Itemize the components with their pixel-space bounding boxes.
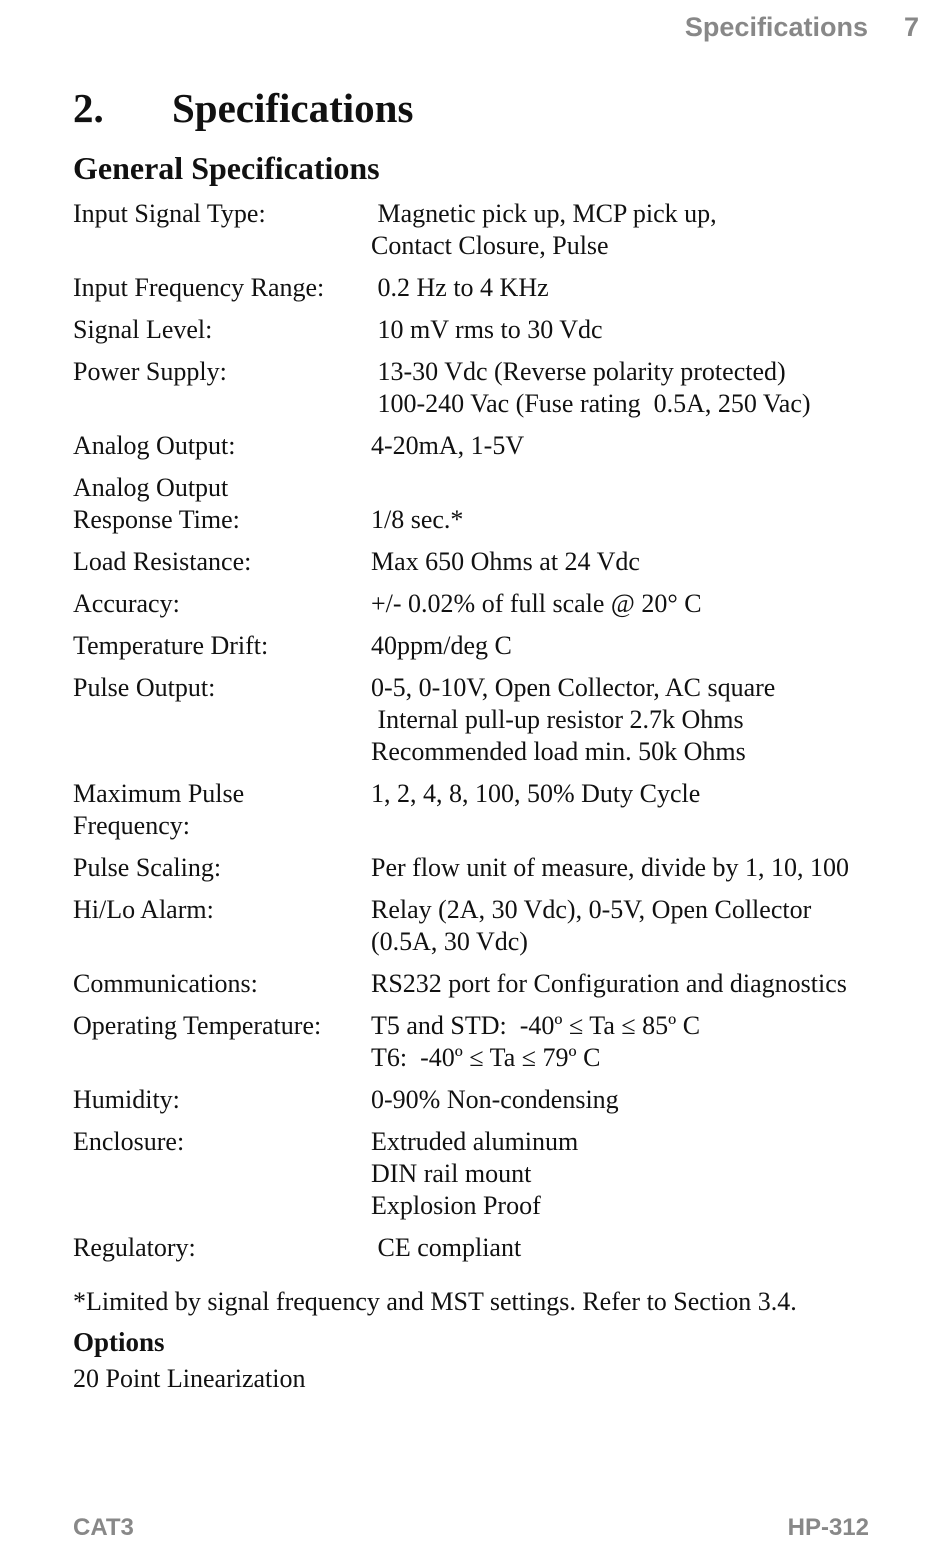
spec-label: Operating Temperature: [73, 1011, 322, 1040]
spec-row [73, 1010, 903, 1074]
spec-row [73, 472, 903, 536]
spec-label: Load Resistance: [73, 547, 252, 576]
spec-value [371, 198, 903, 262]
spec-label: Enclosure: [73, 1127, 185, 1156]
spec-row [73, 1232, 903, 1264]
spec-value-line: Magnetic pick up, MCP pick up, [371, 199, 717, 228]
spec-row [73, 356, 903, 420]
spec-value-line: 100-240 Vac (Fuse rating 0.5A, 250 Vac) [371, 389, 811, 418]
spec-row [73, 546, 903, 578]
spec-value-line: Max 650 Ohms at 24 Vdc [371, 547, 640, 576]
spec-label: Regulatory: [73, 1233, 196, 1262]
spec-value-line: Explosion Proof [371, 1191, 541, 1220]
options-heading: Options [73, 1327, 165, 1357]
general-specifications-heading: General Specifications [73, 150, 380, 186]
spec-row [73, 272, 903, 304]
spec-value [371, 778, 903, 842]
spec-value-line: Recommended load min. 50k Ohms [371, 737, 746, 766]
running-header [685, 12, 919, 43]
spec-row [73, 672, 903, 768]
spec-value [371, 356, 903, 420]
spec-row [73, 778, 903, 842]
spec-value [371, 430, 903, 462]
spec-row [73, 198, 903, 262]
spec-value-line: Internal pull-up resistor 2.7k Ohms [371, 705, 744, 734]
chapter-title [73, 84, 413, 132]
specifications-list [73, 198, 903, 1274]
spec-value-line: Extruded aluminum [371, 1127, 579, 1156]
spec-value-line: 40ppm/deg C [371, 631, 512, 660]
spec-label: Input Signal Type: [73, 199, 266, 228]
spec-label: Analog Output: [73, 431, 236, 460]
spec-label: Maximum Pulse Frequency: [73, 779, 245, 840]
spec-row [73, 894, 903, 958]
spec-value [371, 546, 903, 578]
spec-value-line: 0.2 Hz to 4 KHz [371, 273, 549, 302]
spec-value-line: T5 and STD: -40º ≤ Ta ≤ 85º C [371, 1011, 701, 1040]
chapter-title-text: Specifications [172, 85, 414, 131]
spec-row [73, 968, 903, 1000]
spec-label: Pulse Output: [73, 673, 216, 702]
spec-value-line: (0.5A, 30 Vdc) [371, 927, 528, 956]
spec-row [73, 852, 903, 884]
spec-label: Pulse Scaling: [73, 853, 222, 882]
spec-value-line: 0-5, 0-10V, Open Collector, AC square [371, 673, 776, 702]
options-item: 20 Point Linearization [73, 1364, 306, 1393]
spec-label: Accuracy: [73, 589, 180, 618]
spec-row [73, 588, 903, 620]
footer-left-text: CAT3 [73, 1514, 134, 1541]
spec-value-line [371, 472, 903, 504]
spec-label: Power Supply: [73, 357, 227, 386]
spec-value-line: 1/8 sec.* [371, 505, 464, 534]
spec-label: Humidity: [73, 1085, 180, 1114]
spec-row [73, 630, 903, 662]
spec-value [371, 1084, 903, 1116]
spec-value [371, 968, 903, 1000]
spec-value [371, 472, 903, 536]
spec-value-line: Relay (2A, 30 Vdc), 0-5V, Open Collector [371, 895, 812, 924]
spec-label: Temperature Drift: [73, 631, 269, 660]
spec-value-line: 0-90% Non-condensing [371, 1085, 619, 1114]
spec-value-line: 10 mV rms to 30 Vdc [371, 315, 603, 344]
spec-value [371, 1126, 903, 1222]
spec-value [371, 894, 903, 958]
spec-value-line: CE compliant [371, 1233, 522, 1262]
spec-label: Signal Level: [73, 315, 213, 344]
spec-value-line: Contact Closure, Pulse [371, 231, 609, 260]
spec-value [371, 1010, 903, 1074]
page-number: 7 [903, 12, 919, 42]
spec-value [371, 314, 903, 346]
spec-value [371, 1232, 903, 1264]
spec-value-line: 1, 2, 4, 8, 100, 50% Duty Cycle [371, 779, 701, 808]
spec-value [371, 272, 903, 304]
spec-value-line: RS232 port for Configuration and diagnostics [371, 969, 847, 998]
spec-row [73, 1126, 903, 1222]
header-section-title: Specifications [684, 12, 868, 42]
spec-value-line: +/- 0.02% of full scale @ 20° C [371, 589, 702, 618]
footnote: *Limited by signal frequency and MST settings. Refer to Section 3.4. [73, 1287, 797, 1316]
spec-value-line: 4-20mA, 1-5V [371, 431, 525, 460]
footer-right-text: HP-312 [787, 1514, 869, 1541]
spec-label: Communications: [73, 969, 258, 998]
spec-value [371, 588, 903, 620]
spec-value-line: 13-30 Vdc (Reverse polarity protected) [371, 357, 786, 386]
spec-label: Input Frequency Range: [73, 273, 325, 302]
spec-label: Hi/Lo Alarm: [73, 895, 214, 924]
spec-row [73, 314, 903, 346]
spec-value-line: T6: -40º ≤ Ta ≤ 79º C [371, 1043, 601, 1072]
spec-value [371, 630, 903, 662]
spec-label: Analog Output Response Time: [73, 473, 240, 534]
spec-value [371, 672, 903, 768]
chapter-number: 2. [73, 85, 104, 131]
spec-value-line: DIN rail mount [371, 1159, 532, 1188]
spec-row [73, 430, 903, 462]
spec-row [73, 1084, 903, 1116]
spec-value-line: Per flow unit of measure, divide by 1, 10, 100 [371, 853, 850, 882]
spec-value [371, 852, 903, 884]
